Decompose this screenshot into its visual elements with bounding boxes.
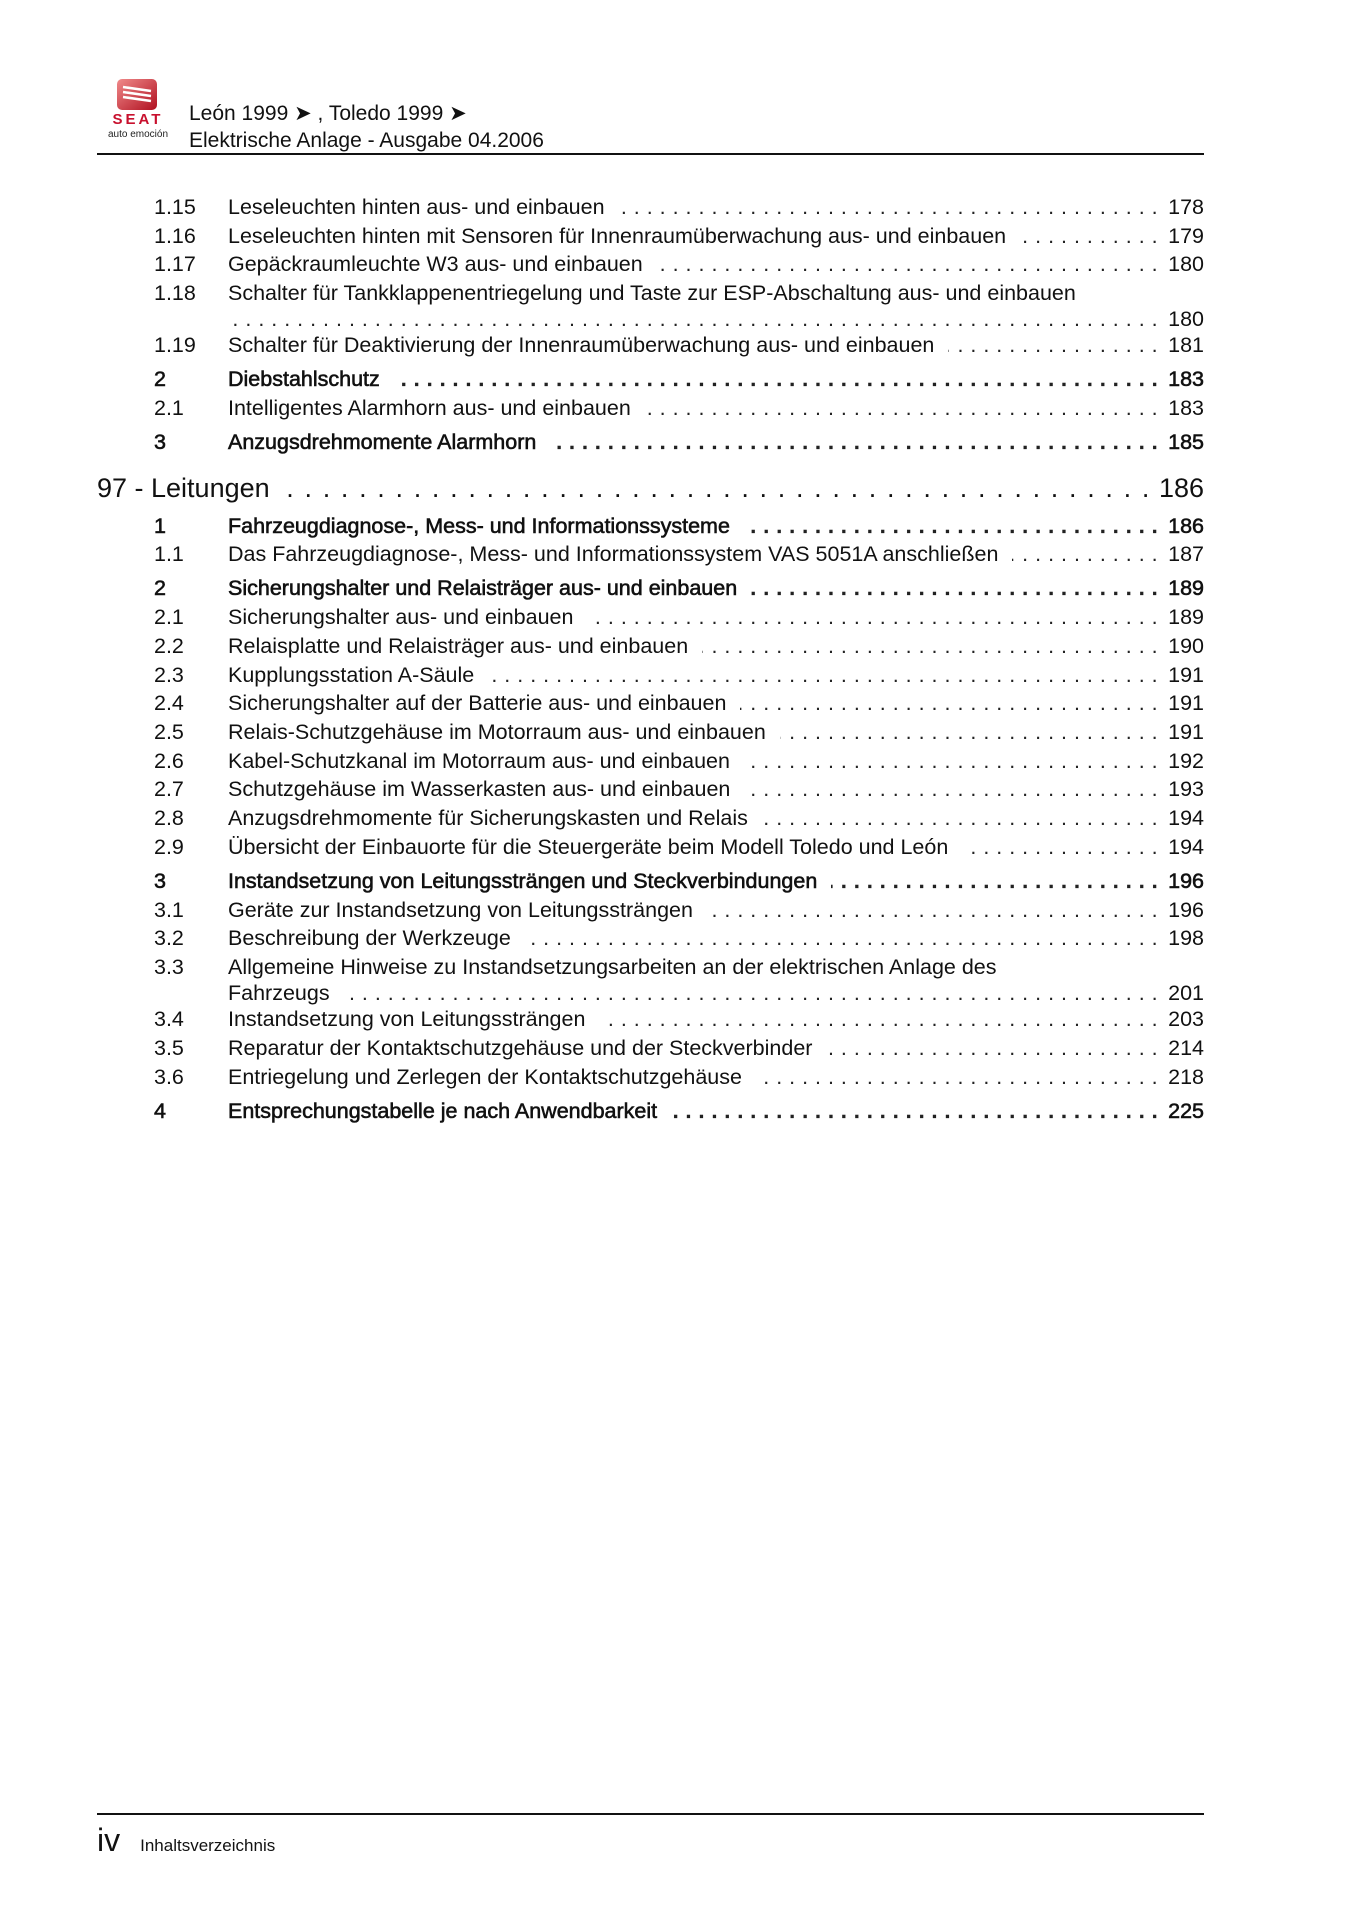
toc-entry[interactable] bbox=[97, 331, 1204, 360]
dot-leader bbox=[619, 193, 1159, 222]
toc-page: 179 bbox=[1168, 223, 1204, 248]
toc-entry[interactable] bbox=[97, 896, 1204, 925]
toc-entry[interactable] bbox=[97, 512, 1204, 541]
toc-page: 201 bbox=[1168, 980, 1204, 1005]
dot-leader bbox=[550, 428, 1158, 457]
toc-entry[interactable] bbox=[97, 603, 1204, 632]
toc-entry[interactable] bbox=[97, 924, 1204, 953]
toc-page: 190 bbox=[1168, 633, 1204, 658]
toc-number: 3.6 bbox=[154, 1064, 184, 1089]
dot-leader bbox=[525, 924, 1158, 953]
toc-number: 1.18 bbox=[154, 281, 196, 306]
toc-title: Allgemeine Hinweise zu Instandsetzungsarbeiten an der elektrischen Anlage des bbox=[228, 955, 997, 980]
toc-entry[interactable] bbox=[97, 689, 1204, 718]
document-header bbox=[189, 100, 544, 154]
footer-label: Inhaltsverzeichnis bbox=[140, 1836, 276, 1855]
toc-entry[interactable] bbox=[97, 250, 1204, 279]
header-subtitle: Elektrische Anlage - Ausgabe 04.2006 bbox=[189, 129, 544, 152]
toc-title: Entriegelung und Zerlegen der Kontaktschutzgehäuse bbox=[228, 1064, 742, 1089]
toc-entry[interactable] bbox=[97, 1097, 1204, 1126]
dot-leader bbox=[744, 775, 1158, 804]
toc-entry[interactable] bbox=[97, 833, 1204, 862]
toc-page: 183 bbox=[1168, 396, 1204, 421]
toc-page: 187 bbox=[1168, 542, 1204, 567]
dot-leader bbox=[344, 982, 1159, 1005]
toc-page: 191 bbox=[1168, 662, 1204, 687]
toc-title: Diebstahlschutz bbox=[228, 367, 380, 392]
toc-entry[interactable] bbox=[97, 1063, 1204, 1092]
toc-page: 180 bbox=[1168, 252, 1204, 277]
chapter-title: 97 - Leitungen bbox=[97, 473, 270, 504]
header-models: León 1999 ➤ , Toledo 1999 ➤ bbox=[189, 102, 467, 125]
toc-entry[interactable] bbox=[97, 718, 1204, 747]
toc-number: 1.15 bbox=[154, 195, 196, 219]
toc-entry[interactable] bbox=[97, 661, 1204, 690]
seat-logo bbox=[97, 78, 179, 142]
toc-title: Anzugsdrehmomente Alarmhorn bbox=[228, 430, 537, 455]
toc-number: 3 bbox=[154, 868, 166, 893]
toc-page: 186 bbox=[1168, 513, 1204, 538]
toc-page: 191 bbox=[1168, 691, 1204, 716]
toc-number: 2.7 bbox=[154, 777, 184, 802]
toc-entry[interactable] bbox=[97, 1005, 1204, 1034]
toc-page: 181 bbox=[1168, 333, 1204, 358]
toc-page: 196 bbox=[1168, 897, 1204, 922]
toc-title: Sicherungshalter aus- und einbauen bbox=[228, 605, 574, 630]
toc-entry[interactable] bbox=[97, 804, 1204, 833]
toc-page: 183 bbox=[1168, 367, 1204, 392]
toc-title: Leseleuchten hinten aus- und einbauen bbox=[228, 195, 605, 219]
toc-title: Schalter für Tankklappenentriegelung und Taste zur ESP-Abschaltung aus- und einbauen bbox=[228, 281, 1076, 306]
toc-number: 3.4 bbox=[154, 1007, 184, 1032]
toc-entry[interactable] bbox=[97, 193, 1204, 222]
dot-leader bbox=[232, 308, 1158, 331]
dot-leader bbox=[740, 689, 1158, 718]
toc-number: 3.1 bbox=[154, 897, 184, 922]
toc-title: Leseleuchten hinten mit Sensoren für Innenraumüberwachung aus- und einbauen bbox=[228, 223, 1007, 248]
toc-page: 192 bbox=[1168, 748, 1204, 773]
dot-leader bbox=[707, 896, 1158, 925]
toc-number: 2.2 bbox=[154, 633, 184, 658]
toc-number: 2.6 bbox=[154, 748, 184, 773]
dot-leader bbox=[762, 804, 1158, 833]
toc-chapter[interactable] bbox=[97, 470, 1204, 506]
toc-number: 3.2 bbox=[154, 926, 184, 951]
toc-number: 1.19 bbox=[154, 333, 196, 358]
toc-number: 1.17 bbox=[154, 252, 196, 277]
toc-entry[interactable] bbox=[97, 775, 1204, 804]
toc-title: Entsprechungstabelle je nach Anwendbarkeit bbox=[228, 1098, 658, 1123]
table-of-contents bbox=[97, 193, 1204, 1126]
toc-page: 194 bbox=[1168, 834, 1204, 859]
toc-title: Kupplungsstation A-Säule bbox=[228, 662, 475, 687]
toc-entry-two-line[interactable] bbox=[97, 279, 1204, 331]
page-number: iv bbox=[97, 1822, 121, 1858]
toc-number: 2.1 bbox=[154, 605, 184, 630]
toc-title: Fahrzeugdiagnose-, Mess- und Informationssysteme bbox=[228, 513, 730, 538]
dot-leader bbox=[780, 718, 1158, 747]
toc-page: 225 bbox=[1168, 1098, 1204, 1123]
toc-page: 214 bbox=[1168, 1035, 1204, 1060]
toc-page: 196 bbox=[1168, 868, 1204, 893]
toc-page: 178 bbox=[1168, 195, 1204, 219]
dot-leader bbox=[488, 661, 1158, 690]
toc-title: Das Fahrzeugdiagnose-, Mess- und Informationssystem VAS 5051A anschließen bbox=[228, 542, 999, 567]
toc-number: 1 bbox=[154, 513, 166, 538]
toc-page: 218 bbox=[1168, 1064, 1204, 1089]
toc-entry[interactable] bbox=[97, 867, 1204, 896]
seat-emblem-icon bbox=[115, 78, 159, 112]
dot-leader bbox=[702, 632, 1158, 661]
toc-title: Anzugsdrehmomente für Sicherungskasten und Relais bbox=[228, 806, 748, 831]
toc-number: 2.1 bbox=[154, 396, 184, 421]
toc-page: 191 bbox=[1168, 719, 1204, 744]
logo-brand: SEAT bbox=[112, 111, 164, 128]
toc-page: 203 bbox=[1168, 1007, 1204, 1032]
dot-leader bbox=[599, 1005, 1158, 1034]
toc-number: 3.5 bbox=[154, 1035, 184, 1060]
toc-number: 2 bbox=[154, 576, 166, 601]
dot-leader bbox=[657, 250, 1158, 279]
dot-leader bbox=[744, 747, 1158, 776]
toc-number: 3.3 bbox=[154, 955, 184, 980]
toc-number: 3 bbox=[154, 430, 166, 455]
toc-title: Sicherungshalter und Relaisträger aus- und einbauen bbox=[228, 576, 738, 601]
dot-leader bbox=[744, 512, 1158, 541]
dot-leader bbox=[962, 833, 1158, 862]
toc-entry[interactable] bbox=[97, 394, 1204, 423]
toc-title: Sicherungshalter auf der Batterie aus- und einbauen bbox=[228, 691, 727, 716]
dot-leader bbox=[831, 867, 1158, 896]
toc-entry[interactable] bbox=[97, 428, 1204, 457]
toc-entry[interactable] bbox=[97, 365, 1204, 394]
toc-number: 2.9 bbox=[154, 834, 184, 859]
dot-leader bbox=[1020, 222, 1158, 251]
dot-leader bbox=[671, 1097, 1158, 1126]
toc-number: 1.16 bbox=[154, 223, 196, 248]
toc-title: Schutzgehäuse im Wasserkasten aus- und einbauen bbox=[228, 777, 731, 802]
dot-leader bbox=[756, 1063, 1158, 1092]
toc-title: Geräte zur Instandsetzung von Leitungssträngen bbox=[228, 897, 693, 922]
toc-title: Kabel-Schutzkanal im Motorraum aus- und einbauen bbox=[228, 748, 730, 773]
toc-entry-two-line[interactable] bbox=[97, 953, 1204, 1005]
toc-entry[interactable] bbox=[97, 632, 1204, 661]
toc-title: Schalter für Deaktivierung der Innenraumüberwachung aus- und einbauen bbox=[228, 333, 935, 358]
toc-number: 2 bbox=[154, 367, 166, 392]
header-rule bbox=[97, 153, 1204, 155]
toc-title: Relais-Schutzgehäuse im Motorraum aus- und einbauen bbox=[228, 719, 766, 744]
toc-title: Relaisplatte und Relaisträger aus- und einbauen bbox=[228, 633, 689, 658]
toc-title: Übersicht der Einbauorte für die Steuergeräte beim Modell Toledo und León bbox=[228, 834, 949, 859]
dot-leader bbox=[826, 1034, 1158, 1063]
toc-title: Beschreibung der Werkzeuge bbox=[228, 926, 511, 951]
dot-leader bbox=[751, 574, 1158, 603]
toc-title: Instandsetzung von Leitungssträngen und Steckverbindungen bbox=[228, 868, 818, 893]
chapter-page: 186 bbox=[1158, 473, 1204, 504]
dot-leader bbox=[948, 331, 1158, 360]
toc-number: 2.5 bbox=[154, 719, 184, 744]
toc-number: 2.4 bbox=[154, 691, 184, 716]
toc-page: 198 bbox=[1168, 926, 1204, 951]
toc-title: Gepäckraumleuchte W3 aus- und einbauen bbox=[228, 252, 643, 277]
toc-page: 185 bbox=[1168, 430, 1204, 455]
toc-page: 193 bbox=[1168, 777, 1204, 802]
dot-leader bbox=[288, 470, 1151, 506]
toc-entry[interactable] bbox=[97, 222, 1204, 251]
toc-page: 194 bbox=[1168, 806, 1204, 831]
toc-entry[interactable] bbox=[97, 747, 1204, 776]
toc-page: 189 bbox=[1168, 576, 1204, 601]
toc-page: 189 bbox=[1168, 605, 1204, 630]
toc-title: Reparatur der Kontaktschutzgehäuse und der Steckverbinder bbox=[228, 1035, 813, 1060]
toc-title: Intelligentes Alarmhorn aus- und einbauen bbox=[228, 396, 631, 421]
toc-entry[interactable] bbox=[97, 574, 1204, 603]
toc-entry[interactable] bbox=[97, 540, 1204, 569]
toc-page: 180 bbox=[1168, 306, 1204, 331]
toc-number: 2.3 bbox=[154, 662, 184, 687]
page-footer bbox=[97, 1822, 275, 1859]
toc-title-cont: Fahrzeugs bbox=[228, 980, 330, 1005]
dot-leader bbox=[587, 603, 1158, 632]
toc-entry[interactable] bbox=[97, 1034, 1204, 1063]
dot-leader bbox=[645, 394, 1158, 423]
toc-number: 1.1 bbox=[154, 542, 184, 567]
dot-leader bbox=[1012, 540, 1158, 569]
dot-leader bbox=[394, 365, 1158, 394]
toc-number: 4 bbox=[154, 1098, 166, 1123]
toc-title: Instandsetzung von Leitungssträngen bbox=[228, 1007, 586, 1032]
logo-tagline: auto emoción bbox=[107, 129, 169, 140]
footer-rule bbox=[97, 1813, 1204, 1815]
toc-number: 2.8 bbox=[154, 806, 184, 831]
